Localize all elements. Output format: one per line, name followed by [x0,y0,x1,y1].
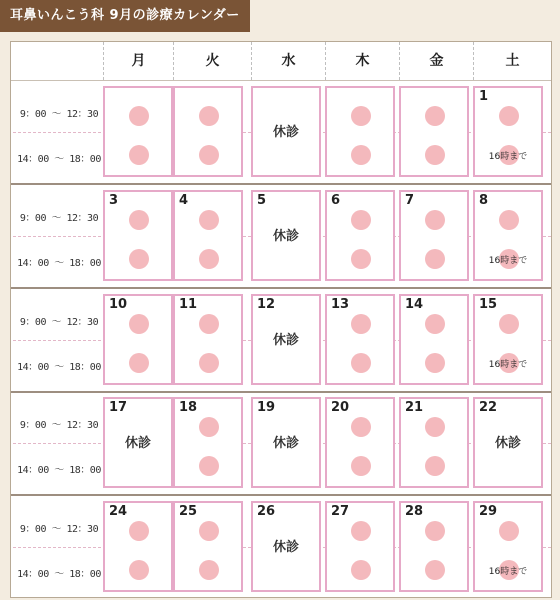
day-cell [103,190,173,281]
morning-open-dot [425,417,445,437]
afternoon-open-dot [351,456,371,476]
afternoon-open-dot [351,145,371,165]
weekday-header: 月 [103,42,173,80]
day-number: 26 [257,504,276,519]
day-cell [399,501,469,592]
calendar-grid [10,41,552,598]
morning-open-dot [129,521,149,541]
morning-open-dot [425,314,445,334]
morning-open-dot [199,521,219,541]
week-separator [11,391,551,393]
until-16-note: 16時まで [488,256,528,266]
morning-open-dot [499,314,519,334]
day-number: 13 [331,297,350,312]
day-cell [325,501,395,592]
day-number: 18 [179,400,198,415]
day-cell [251,294,321,385]
afternoon-open-dot [425,456,445,476]
closed-label: 休診 [272,333,299,348]
weekday-header: 金 [399,42,473,80]
day-cell [325,190,395,281]
day-cell [473,501,543,592]
day-cell [103,294,173,385]
morning-open-dot [199,417,219,437]
day-number: 29 [479,504,498,519]
morning-open-dot [351,521,371,541]
day-number: 20 [331,400,350,415]
day-number: 4 [179,193,189,208]
day-cell [173,86,243,177]
time-slot-label: 14：00 ～ 18：00 [17,465,101,476]
until-16-note: 16時まで [488,360,528,370]
morning-open-dot [351,210,371,230]
closed-label: 休診 [272,229,299,244]
time-slot-label: 14：00 ～ 18：00 [17,362,101,373]
time-slot-label: 9：00 ～ 12：30 [19,420,99,431]
closed-label: 休診 [494,436,521,451]
morning-open-dot [499,106,519,126]
day-cell [473,294,543,385]
day-number: 15 [479,297,498,312]
day-number: 25 [179,504,198,519]
day-cell [103,86,173,177]
morning-open-dot [499,521,519,541]
time-slot-label: 14：00 ～ 18：00 [17,258,101,269]
day-number: 1 [479,89,489,104]
day-number: 12 [257,297,276,312]
day-cell [325,397,395,488]
day-cell [103,397,173,488]
afternoon-open-dot [199,249,219,269]
time-slot-label: 14：00 ～ 18：00 [17,569,101,580]
day-cell [251,397,321,488]
afternoon-open-dot [129,560,149,580]
morning-open-dot [129,106,149,126]
day-cell [473,86,543,177]
morning-open-dot [351,417,371,437]
afternoon-open-dot [129,249,149,269]
day-number: 22 [479,400,498,415]
morning-open-dot [199,106,219,126]
morning-open-dot [129,210,149,230]
weekday-header: 木 [325,42,399,80]
afternoon-open-dot [351,353,371,373]
afternoon-open-dot [425,353,445,373]
morning-open-dot [425,106,445,126]
day-cell [173,397,243,488]
afternoon-open-dot [425,249,445,269]
morning-open-dot [199,210,219,230]
day-cell [473,190,543,281]
closed-label: 休診 [124,436,151,451]
week-separator [11,183,551,185]
time-slot-label: 9：00 ～ 12：30 [19,524,99,535]
afternoon-open-dot [129,145,149,165]
time-slot-label: 9：00 ～ 12：30 [19,109,99,120]
day-number: 17 [109,400,128,415]
week-separator [11,494,551,496]
time-slot-label: 9：00 ～ 12：30 [19,317,99,328]
afternoon-open-dot [425,145,445,165]
day-number: 27 [331,504,350,519]
morning-open-dot [351,106,371,126]
day-number: 5 [257,193,267,208]
afternoon-open-dot [351,560,371,580]
morning-open-dot [425,521,445,541]
day-cell [399,397,469,488]
day-number: 8 [479,193,489,208]
day-number: 3 [109,193,119,208]
day-cell [251,501,321,592]
day-cell [173,190,243,281]
day-number: 6 [331,193,341,208]
day-cell [325,294,395,385]
afternoon-open-dot [199,145,219,165]
weekday-header: 水 [251,42,325,80]
day-cell [473,397,543,488]
day-number: 28 [405,504,424,519]
day-number: 19 [257,400,276,415]
calendar-title: 耳鼻いんこう科 9月の診療カレンダー [0,0,250,32]
day-cell [173,294,243,385]
weekday-header: 火 [173,42,251,80]
day-number: 11 [179,297,198,312]
closed-label: 休診 [272,436,299,451]
day-cell [399,294,469,385]
afternoon-open-dot [199,353,219,373]
until-16-note: 16時まで [488,567,528,577]
morning-open-dot [199,314,219,334]
closed-label: 休診 [272,540,299,555]
afternoon-open-dot [351,249,371,269]
morning-open-dot [499,210,519,230]
weekday-header: 土 [473,42,551,80]
afternoon-open-dot [129,353,149,373]
day-cell [173,501,243,592]
day-number: 10 [109,297,128,312]
afternoon-open-dot [425,560,445,580]
day-number: 14 [405,297,424,312]
day-cell [399,190,469,281]
until-16-note: 16時まで [488,152,528,162]
time-slot-label: 9：00 ～ 12：30 [19,213,99,224]
afternoon-open-dot [199,456,219,476]
day-cell [103,501,173,592]
day-number: 21 [405,400,424,415]
header-divider [11,80,551,81]
day-number: 24 [109,504,128,519]
day-cell [251,86,321,177]
week-separator [11,287,551,289]
morning-open-dot [425,210,445,230]
day-cell [325,86,395,177]
time-slot-label: 14：00 ～ 18：00 [17,154,101,165]
day-cell [251,190,321,281]
morning-open-dot [351,314,371,334]
day-cell [399,86,469,177]
morning-open-dot [129,314,149,334]
closed-label: 休診 [272,125,299,140]
afternoon-open-dot [199,560,219,580]
day-number: 7 [405,193,415,208]
